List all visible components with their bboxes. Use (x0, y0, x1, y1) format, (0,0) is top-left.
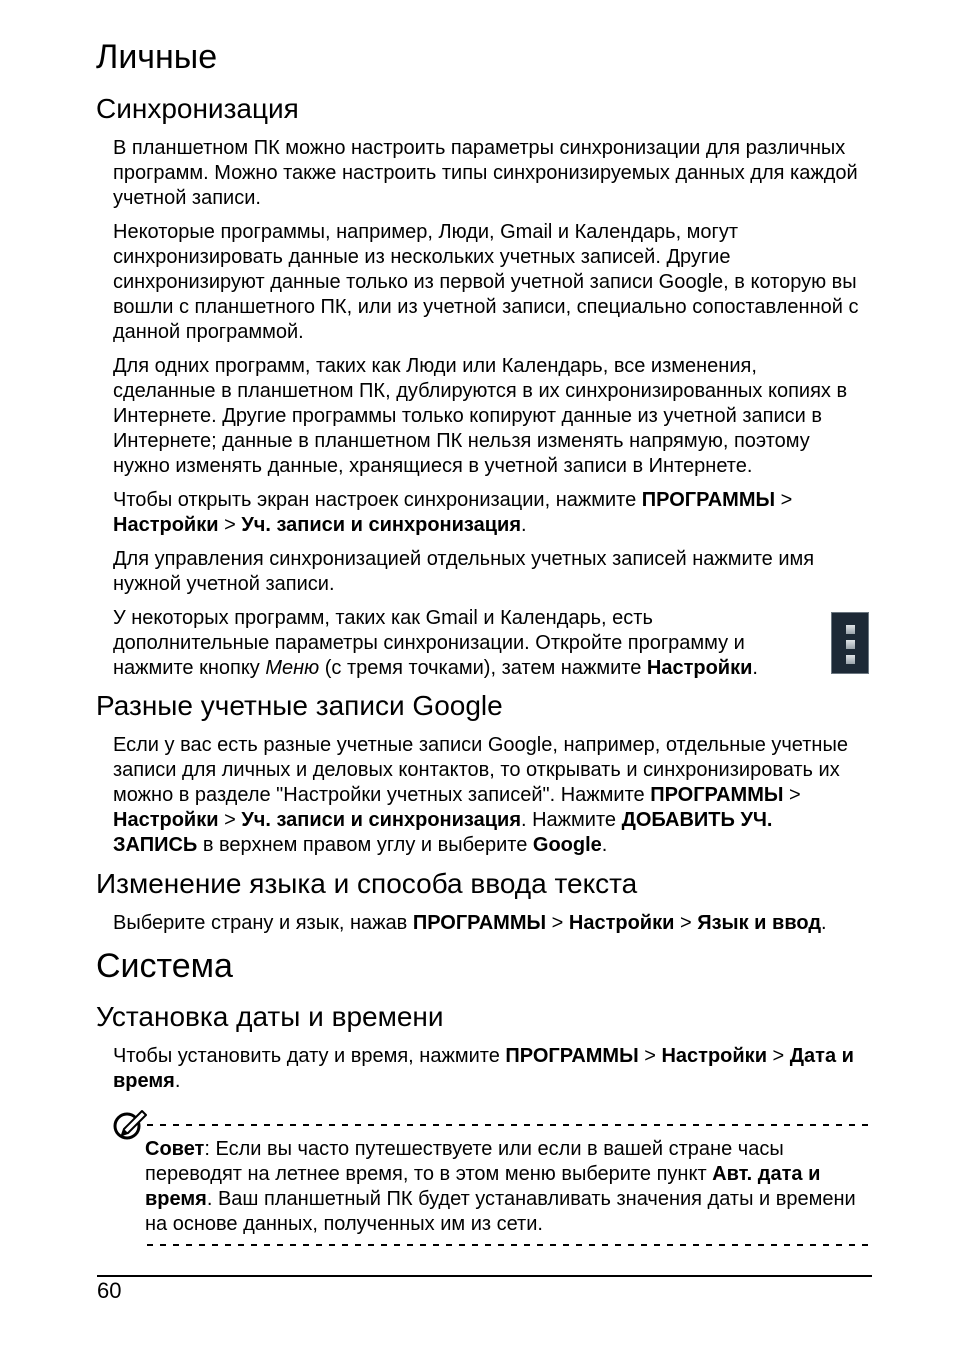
text-line (113, 513, 916, 538)
section-title: Система (96, 946, 233, 985)
bold-text: время (145, 1188, 207, 1210)
text-line (113, 1069, 916, 1094)
text-line (113, 354, 916, 379)
bold-text: Настройки (568, 911, 675, 934)
bold-text: время (113, 1070, 175, 1092)
bold-text: Авт. дата и (712, 1163, 821, 1185)
paragraph (96, 733, 916, 858)
bold-text: ПРОГРАММЫ (412, 911, 547, 934)
text-run: записи для личных и деловых контактов, то открывать и синхронизировать их (113, 759, 840, 781)
menu-dot (846, 640, 855, 649)
subsection-title: Разные учетные записи Google (96, 690, 503, 721)
text-line (113, 320, 916, 345)
bold-text: Дата и (789, 1045, 854, 1067)
text-run: . (821, 911, 827, 934)
bold-text: ДОБАВИТЬ УЧ. (621, 809, 773, 831)
text-run: : Если вы часто путешествуете или если в вашей стране часы (204, 1138, 784, 1160)
bold-text: ПРОГРАММЫ (505, 1045, 639, 1067)
text-run: Если у вас есть разные учетные записи Google, например, отдельные учетные (113, 734, 848, 756)
footer-rule (97, 1275, 872, 1277)
text-run: . (521, 513, 527, 536)
text-run: нажмите кнопку (113, 656, 266, 679)
bold-text: ПРОГРАММЫ (641, 488, 776, 511)
text-line (145, 1187, 856, 1212)
menu-dot (846, 655, 855, 664)
text-line (145, 1212, 856, 1237)
bold-text: Настройки (646, 656, 753, 679)
section-title: Личные (96, 38, 218, 76)
page-number: 60 (97, 1278, 122, 1303)
text-line (113, 631, 916, 656)
text-run: > (775, 488, 793, 511)
text-run: У некоторых программ, таких как Gmail и Календарь, есть (113, 606, 653, 629)
text-line (113, 783, 916, 808)
paragraph (96, 220, 916, 345)
text-run: дополнительные параметры синхронизации. Откройте программу и (113, 631, 745, 654)
text-run: > (783, 784, 801, 806)
text-line (113, 136, 916, 161)
text-line (113, 656, 916, 681)
text-line (113, 833, 916, 858)
bold-text: ЗАПИСЬ (113, 834, 198, 856)
text-run: > (674, 911, 698, 934)
text-line (113, 911, 916, 936)
text-run: переводят на летнее время, то в этом меню выберите пункт (145, 1163, 713, 1185)
text-run: (с тремя точками), затем нажмите (319, 656, 647, 679)
text-run: синхронизируют данные только из первой учетной записи Google, в которую вы (113, 270, 857, 293)
paragraph (96, 354, 916, 479)
text-line (113, 454, 916, 479)
text-run: сделанные в планшетном ПК, дублируются в их синхронизированных копиях в (113, 379, 848, 402)
text-run: вошли с планшетного ПК, или из учетной записи, специально сопоставленной с (113, 295, 859, 318)
text-line (145, 1137, 856, 1162)
paragraph (96, 488, 916, 538)
paragraph (96, 1044, 916, 1094)
text-line (113, 429, 916, 454)
text-run: > (218, 809, 242, 831)
text-run: > (546, 911, 569, 934)
text-run: Для управления синхронизацией отдельных учетных записей нажмите имя (113, 547, 815, 570)
text-line (113, 758, 916, 783)
subsection-title: Изменение языка и способа ввода текста (96, 867, 638, 899)
text-line (113, 808, 916, 833)
text-line (113, 733, 916, 758)
text-line (113, 404, 916, 429)
bold-text: Уч. записи и синхронизация (241, 809, 521, 831)
text-run: . (601, 834, 608, 856)
text-run: Интернете; данные в планшетном ПК нельзя изменять напрямую, поэтому (113, 429, 810, 452)
bold-text: Настройки (661, 1045, 767, 1067)
text-run: > (638, 1045, 662, 1067)
text-line (113, 161, 916, 186)
italic-text: Меню (265, 656, 320, 679)
text-run: Чтобы открыть экран настроек синхронизации, нажмите (113, 488, 642, 511)
text-run: программ. Можно также настроить типы синхронизируемых данных для каждой (113, 161, 858, 184)
text-run: на основе данных, полученных им из сети. (145, 1213, 543, 1235)
tip-text (145, 1137, 856, 1237)
text-run: . Нажмите (521, 809, 622, 831)
bold-text: Google (532, 834, 602, 856)
bold-text: Язык и ввод (697, 911, 822, 934)
text-line (113, 270, 916, 295)
text-run: синхронизировать данные из нескольких учетных записей. Другие (113, 245, 731, 268)
bold-text: Уч. записи и синхронизация (241, 513, 521, 536)
text-line (113, 488, 916, 513)
text-run: Некоторые программы, например, Люди, Gmail и Календарь, могут (113, 220, 739, 243)
bold-text: Настройки (113, 809, 219, 831)
text-line (113, 220, 916, 245)
tip-divider-bottom (147, 1244, 868, 1246)
text-line (113, 379, 916, 404)
paragraph (96, 911, 916, 936)
text-run: можно в разделе "Настройки учетных записей". Нажмите (113, 784, 651, 806)
tip-divider-top (147, 1124, 868, 1126)
menu-dot (846, 625, 855, 634)
text-run: нужно изменять данные, хранящиеся в учетной записи в Интернете. (113, 454, 753, 477)
text-run: учетной записи. (113, 186, 261, 209)
text-run: . Ваш планшетный ПК будет устанавливать значения даты и времени (206, 1188, 856, 1210)
menu-overflow-icon (831, 612, 869, 674)
text-line (113, 245, 916, 270)
text-run: . (174, 1070, 181, 1092)
paragraph (96, 606, 916, 681)
text-run: Интернете. Другие программы только копируют данные из учетной записи в (113, 404, 822, 427)
text-run: > (767, 1045, 790, 1067)
text-run: Чтобы установить дату и время, нажмите (113, 1045, 506, 1067)
text-run: Выберите страну и язык, нажав (113, 911, 413, 934)
subsection-title: Синхронизация (96, 92, 299, 124)
bold-text: Совет (145, 1138, 205, 1160)
text-line (113, 606, 916, 631)
note-pencil-icon (111, 1107, 147, 1143)
manual-page-content (96, 0, 916, 1094)
subsection-title: Установка даты и времени (96, 1001, 444, 1032)
paragraph (96, 547, 916, 597)
text-run: в верхнем правом углу и выберите (197, 834, 533, 856)
text-line (113, 295, 916, 320)
text-line (113, 572, 916, 597)
text-line (113, 1044, 916, 1069)
bold-text: Настройки (113, 513, 219, 536)
text-run: Для одних программ, таких как Люди или Календарь, все изменения, (113, 354, 757, 377)
text-run: нужной учетной записи. (113, 572, 335, 595)
text-run: данной программой. (113, 320, 304, 343)
bold-text: ПРОГРАММЫ (650, 784, 784, 806)
text-run: В планшетном ПК можно настроить параметры синхронизации для различных (113, 136, 846, 159)
text-line (145, 1162, 856, 1187)
text-run: . (752, 656, 758, 679)
text-line (113, 547, 916, 572)
text-run: > (218, 513, 242, 536)
paragraph (96, 136, 916, 211)
text-line (113, 186, 916, 211)
